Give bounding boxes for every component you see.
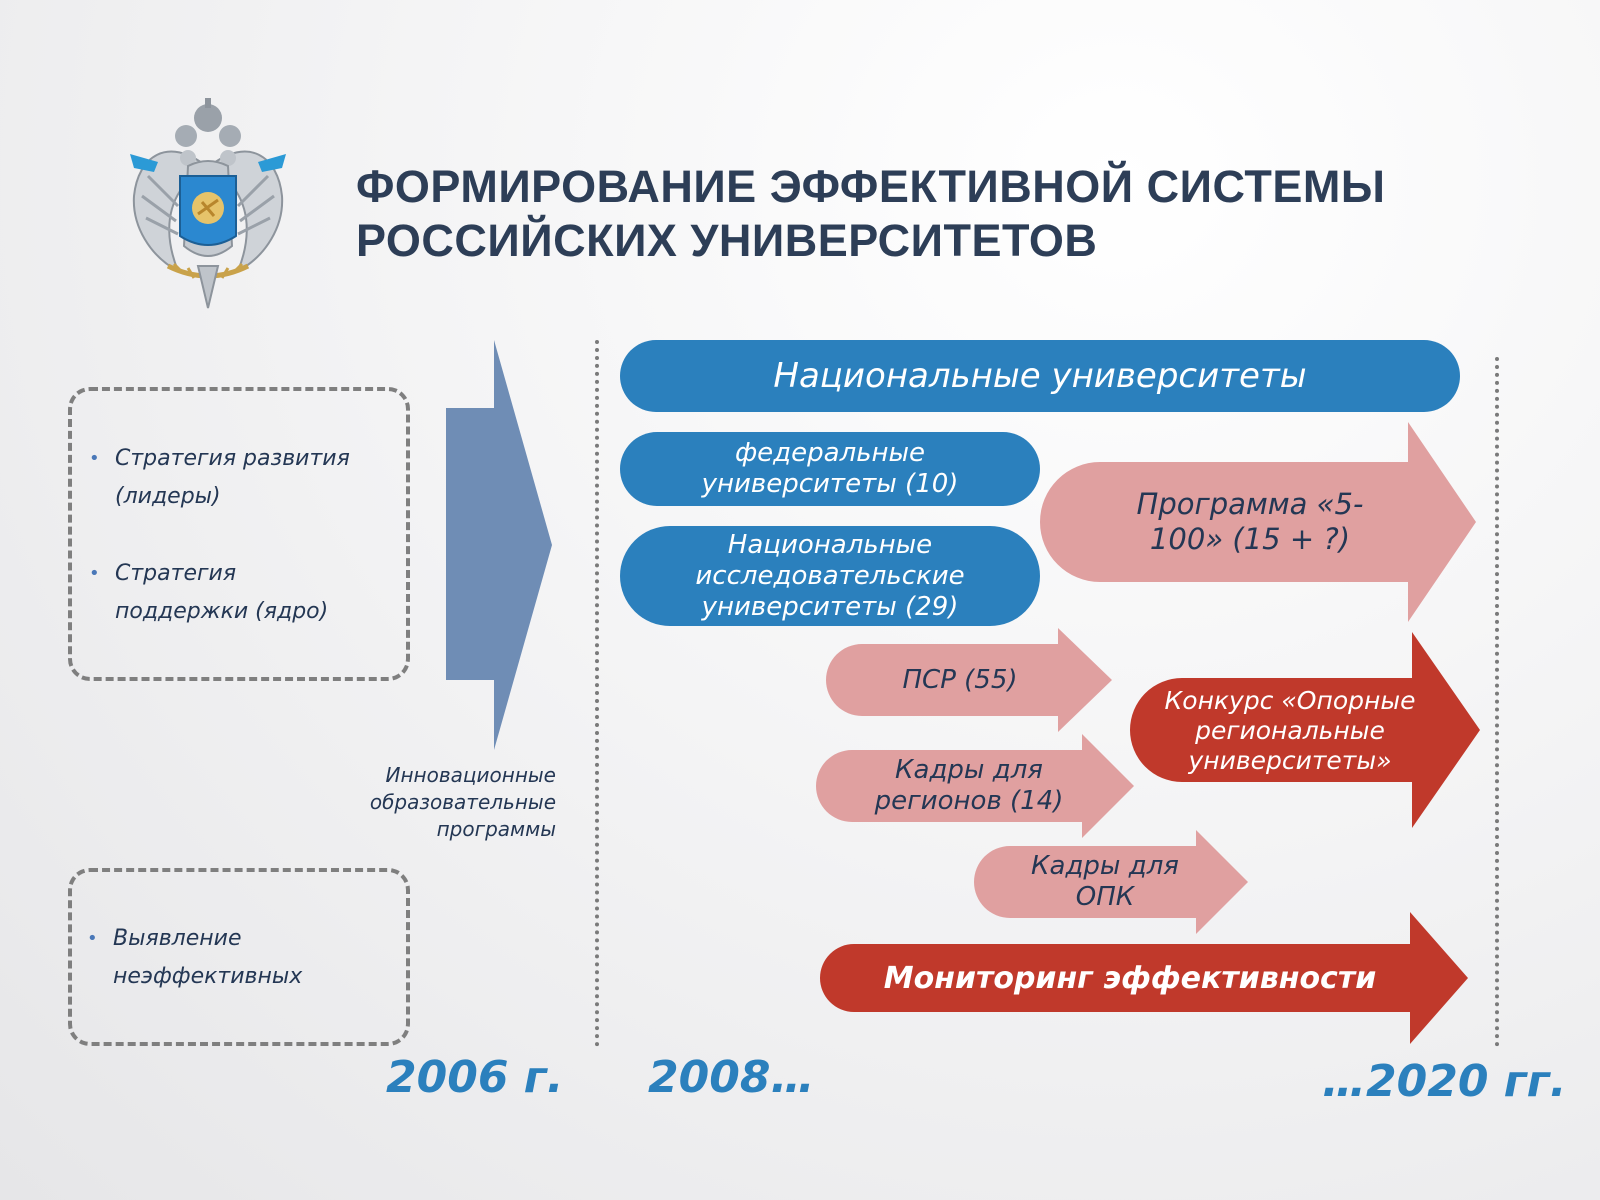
ineffective-text: Выявление неэффективных [113,926,303,989]
regional-contest-label: Конкурс «Опорные региональные университеты» [1164,686,1416,775]
innovation-caption [340,762,556,843]
bullet-icon: • [89,448,100,469]
program-5-100-label: Программа «5-100» (15 + ?) [1136,487,1364,556]
year-2006: 2006 г. [386,1052,564,1103]
timeline-divider-2008 [595,340,599,1047]
federal-universities-label: федеральные университеты (10) [701,438,959,499]
title-line-2: РОССИЙСКИХ УНИВЕРСИТЕТОВ [356,215,1098,266]
federal-universities-pill [620,432,1040,506]
timeline-divider-2020 [1495,357,1499,1047]
national-research-pill [620,526,1040,626]
bullet-icon: • [87,928,98,949]
national-universities-label: Национальные университеты [773,356,1307,396]
year-2020: …2020 гг. [1322,1056,1567,1107]
monitoring-label-box [860,950,1400,1006]
regional-staff-label: Кадры для регионов (14) [874,755,1064,816]
regional-contest-label-box [1150,688,1430,774]
monitoring-label: Мониторинг эффективности [883,960,1377,996]
regional-staff-label-box [830,752,1104,820]
opk-staff-label: Кадры для ОПК [1031,851,1179,912]
year-2008: 2008… [648,1052,815,1103]
opk-staff-label-box [1020,848,1190,916]
psr-label: ПСР (55) [902,665,1018,695]
program-5-100-label-box [1100,482,1400,562]
innovation-caption-text: Инновационные образовательные программы [369,763,556,841]
strategy-support-text: Стратегия поддержки (ядро) [115,561,329,624]
innovation-big-arrow [446,340,552,750]
bullet-icon: • [89,563,100,584]
title-line-1: ФОРМИРОВАНИЕ ЭФФЕКТИВНОЙ СИСТЕМЫ [356,161,1386,212]
national-research-label: Национальные исследовательские университеты (29) [695,529,965,622]
psr-label-box [870,654,1050,706]
strategy-development-text: Стратегия развития (лидеры) [115,446,350,509]
national-universities-bar [620,340,1460,412]
